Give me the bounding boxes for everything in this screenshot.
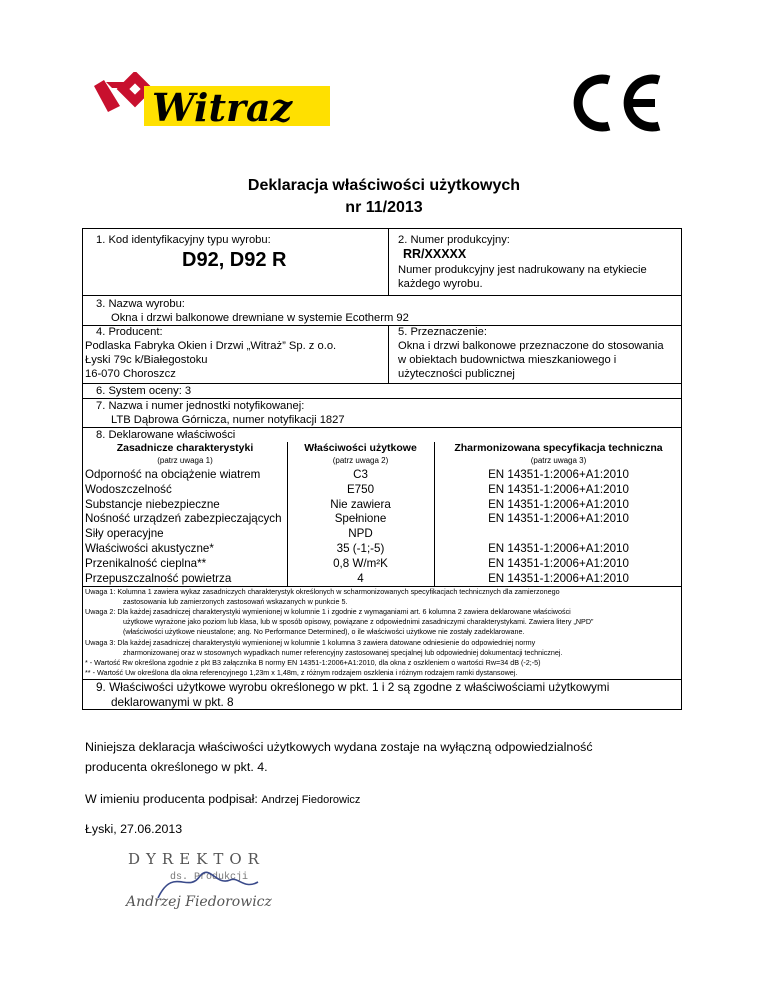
signed-label: W imieniu producenta podpisał: xyxy=(85,792,258,806)
row-specification: EN 14351-1:2006+A1:2010 xyxy=(488,556,629,570)
logo-text: Witraz xyxy=(152,85,293,130)
s9-line-2: deklarowanymi w pkt. 8 xyxy=(111,695,234,709)
note-line: ** - Wartość Uw określona dla okna referencyjnego 1,23m x 1,48m, z różnym rodzajem oszklenia i różnym rodzajem ramki dystansowej. xyxy=(85,667,518,677)
witraz-logo xyxy=(92,72,332,132)
s5-label: 5. Przeznaczenie: xyxy=(398,326,487,338)
purpose-line-3: użyteczności publicznej xyxy=(398,368,515,380)
document-title xyxy=(0,175,768,219)
row-characteristic: Odporność na obciążenie wiatrem xyxy=(85,468,261,481)
note-line: (właściwości użytkowe nieustalone; ang. No Performance Determined), o ile właściwości użytkowe nie zostały zadeklarowane. xyxy=(123,627,525,637)
s2-note-2: każdego wyrobu. xyxy=(398,278,483,290)
row-characteristic: Przenikalność cieplna** xyxy=(85,556,207,570)
row-performance: Nie zawiera xyxy=(330,497,391,511)
col3-header: Zharmonizowana specyfikacja techniczna xyxy=(454,442,663,454)
s7-label: 7. Nazwa i numer jednostki notyfikowanej: xyxy=(96,400,305,412)
row-performance: 4 xyxy=(357,571,364,585)
row-performance: NPD xyxy=(348,527,373,541)
s2-note-1: Numer produkcyjny jest nadrukowany na etykiecie xyxy=(398,264,647,276)
statement-line-1: Niniejsza deklaracja właściwości użytkowych wydana zostaje na wyłączną odpowiedzialność xyxy=(85,740,593,754)
signed-by xyxy=(85,790,360,810)
col1-sub: (patrz uwaga 1) xyxy=(157,456,213,465)
row-characteristic: Substancje niebezpieczne xyxy=(85,497,220,511)
notified-body: LTB Dąbrowa Górnicza, numer notyfikacji 1827 xyxy=(111,414,345,426)
row-characteristic: Siły operacyjne xyxy=(85,527,164,541)
place-date: Łyski, 27.06.2013 xyxy=(85,822,183,836)
manufacturer-line-2: Łyski 79c k/Białegostoku xyxy=(85,354,208,366)
row-characteristic: Nośność urządzeń zabezpieczających xyxy=(85,512,282,526)
s8-label: 8. Deklarowane właściwości xyxy=(96,429,236,441)
row-specification: EN 14351-1:2006+A1:2010 xyxy=(488,512,629,526)
title-line-1: Deklaracja właściwości użytkowych xyxy=(247,177,521,194)
assessment-system: 6. System oceny: 3 xyxy=(96,385,192,397)
row-performance: 0,8 W/m²K xyxy=(333,556,388,570)
row-specification: EN 14351-1:2006+A1:2010 xyxy=(488,482,629,496)
purpose-line-1: Okna i drzwi balkonowe przeznaczone do stosowania xyxy=(398,340,664,352)
row-performance: E750 xyxy=(346,482,375,496)
note-line: użytkowe wyrażone jako poziom lub klasa, lub w sposób opisowy, powiązane z odpowiednimi zasadniczymi charakterystykami. Zawiera litery „NPD” xyxy=(123,617,594,627)
note-line: * - Wartość Rw określona zgodnie z pkt B3 załącznika B normy EN 14351-1:2006+A1:2010, dla okna z oszkleniem o wartości Rw=34 dB (-2;-5) xyxy=(85,657,541,667)
row-specification: EN 14351-1:2006+A1:2010 xyxy=(488,571,629,585)
stamp-name: Andrzej Fiedorowicz xyxy=(126,894,272,910)
s2-label: 2. Numer produkcyjny: xyxy=(398,234,510,246)
col2-header: Właściwości użytkowe xyxy=(304,442,417,454)
col3-sub: (patrz uwaga 3) xyxy=(530,456,587,465)
signature-stamp xyxy=(118,846,278,916)
s9-line-1: 9. Właściwości użytkowe wyrobu określonego w pkt. 1 i 2 są zgodne z właściwościami użytkowymi xyxy=(96,680,610,694)
manufacturer-line-1: Podlaska Fabryka Okien i Drzwi „Witraż” Sp. z o.o. xyxy=(85,340,337,352)
manufacturer-line-3: 16-070 Choroszcz xyxy=(85,368,176,380)
s4-label: 4. Producent: xyxy=(96,326,163,338)
note-line: zastosowania lub zamierzonych zastosowań wskazanych w punkcie 5. xyxy=(123,597,348,607)
s3-label: 3. Nazwa wyrobu: xyxy=(96,298,185,310)
row-characteristic: Wodoszczelność xyxy=(85,482,172,496)
row-performance: C3 xyxy=(353,468,368,481)
product-name: Okna i drzwi balkonowe drewniane w systemie Ecotherm 92 xyxy=(111,312,409,324)
production-number: RR/XXXXX xyxy=(403,247,467,261)
row-characteristic: Przepuszczalność powietrza xyxy=(85,571,232,585)
note-line: Uwaga 2: Dla każdej zasadniczej charakterystyki wymienionej w kolumnie 1 i zgodnie z wymaganiami art. 6 kolumna 2 zawiera deklarowane właściwości xyxy=(85,607,571,617)
title-line-2: nr 11/2013 xyxy=(345,199,423,216)
row-characteristic: Właściwości akustyczne* xyxy=(85,542,214,555)
row-specification: EN 14351-1:2006+A1:2010 xyxy=(488,468,629,481)
row-specification: EN 14351-1:2006+A1:2010 xyxy=(488,497,629,511)
s1-label: 1. Kod identyfikacyjny typu wyrobu: xyxy=(96,234,271,246)
row-specification: EN 14351-1:2006+A1:2010 xyxy=(488,542,629,555)
stamp-subtitle: ds. Produkcji xyxy=(170,872,249,883)
declaration-form xyxy=(82,228,682,710)
row-performance: Spełnione xyxy=(334,512,387,526)
col1-header: Zasadnicze charakterystyki xyxy=(116,442,254,454)
col2-sub: (patrz uwaga 2) xyxy=(332,456,389,465)
statement-line-2: producenta określonego w pkt. 4. xyxy=(85,760,268,774)
signer-name: Andrzej Fiedorowicz xyxy=(261,794,361,806)
purpose-line-2: w obiektach budownictwa mieszkaniowego i xyxy=(398,354,617,366)
ce-mark xyxy=(565,70,665,136)
row-performance: 35 (-1;-5) xyxy=(336,542,385,555)
note-line: Uwaga 1: Kolumna 1 zawiera wykaz zasadniczych charakterystyk określonych w scharmonizowanych specyfikacjach technicznych dla zamierzonego xyxy=(85,587,560,596)
stamp-title: DYREKTOR xyxy=(128,850,265,868)
note-line: Uwaga 3: Dla każdej zasadniczej charakterystyki wymienionej w kolumnie 1 kolumna 3 zawiera datowane odniesienie do odpowiedniej normy xyxy=(85,637,536,647)
note-line: zharmonizowanej oraz w stosownych wypadkach numer referencyjny zastosowanej specjalnej lub odpowiedniej dokumentacji technicznej. xyxy=(123,647,563,657)
product-code: D92, D92 R xyxy=(182,249,287,271)
